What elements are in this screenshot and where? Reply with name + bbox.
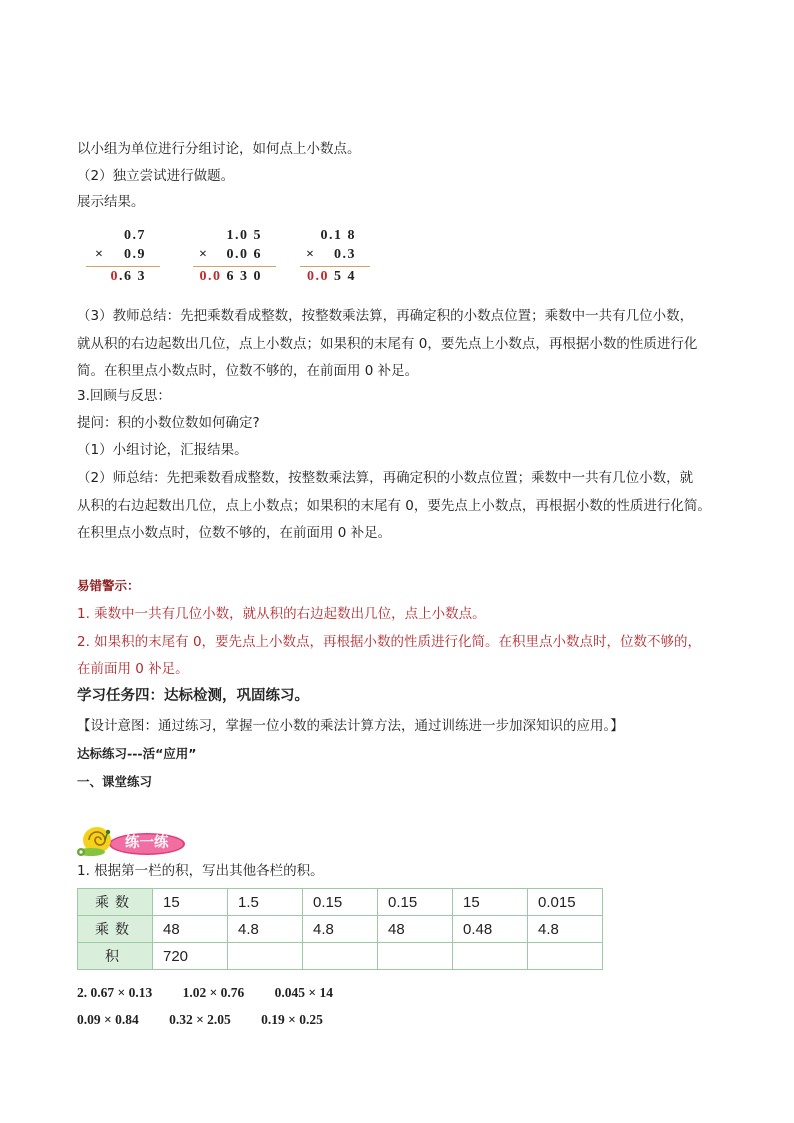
calc-bottom: 0.9 bbox=[124, 247, 146, 262]
calc-bottom: 0.0 6 bbox=[226, 247, 262, 262]
table-cell bbox=[303, 943, 378, 970]
paragraph: 简。在积里点小数点时，位数不够的，在前面用 0 补足。 bbox=[77, 363, 419, 379]
row-label: 乘数 bbox=[78, 889, 153, 916]
table-cell: 15 bbox=[453, 889, 528, 916]
paragraph: （2）师总结：先把乘数看成整数，按整数乘法算，再确定积的小数点位置；乘数中一共有几位小数，就 bbox=[77, 470, 694, 486]
paragraph: 3.回顾与反思： bbox=[77, 388, 171, 404]
calculation-1 bbox=[86, 228, 160, 288]
calc-result: 0.0 5 4 bbox=[307, 269, 356, 284]
table-cell bbox=[228, 943, 303, 970]
table-cell: 48 bbox=[378, 916, 453, 943]
table-row bbox=[78, 889, 603, 916]
table-cell: 0.48 bbox=[453, 916, 528, 943]
calc-bottom: 0.3 bbox=[334, 247, 356, 262]
calc-rule bbox=[86, 266, 160, 267]
calc-top: 0.7 bbox=[124, 228, 146, 243]
practice-banner bbox=[77, 822, 187, 858]
subsection-heading: 一、课堂练习 bbox=[77, 774, 153, 789]
section-heading: 学习任务四：达标检测，巩固练习。 bbox=[77, 688, 309, 704]
table-cell: 15 bbox=[153, 889, 228, 916]
row-label: 积 bbox=[78, 943, 153, 970]
table-cell: 720 bbox=[153, 943, 228, 970]
table-cell: 0.15 bbox=[378, 889, 453, 916]
table-row bbox=[78, 943, 603, 970]
table-cell bbox=[378, 943, 453, 970]
table-cell: 0.015 bbox=[528, 889, 603, 916]
table-cell bbox=[528, 943, 603, 970]
paragraph: 以小组为单位进行分组讨论，如何点上小数点。 bbox=[77, 141, 361, 157]
warning-title: 易错警示： bbox=[77, 578, 140, 593]
paragraph: 从积的右边起数出几位，点上小数点；如果积的末尾有 0，要先点上小数点，再根据小数的性质进行化简。 bbox=[77, 498, 711, 514]
calc-operator: × bbox=[199, 247, 209, 262]
calc-operator: × bbox=[95, 247, 105, 262]
table-row bbox=[78, 916, 603, 943]
paragraph: （1）小组讨论，汇报结果。 bbox=[77, 442, 248, 458]
exercise-line: 2. 0.67 × 0.13 1.02 × 0.76 0.045 × 14 bbox=[77, 985, 333, 1000]
calc-rule bbox=[300, 266, 370, 267]
calc-rule bbox=[193, 266, 276, 267]
table-cell: 1.5 bbox=[228, 889, 303, 916]
table-cell: 4.8 bbox=[228, 916, 303, 943]
warning-item: 1. 乘数中一共有几位小数，就从积的右边起数出几位，点上小数点。 bbox=[77, 606, 486, 622]
calc-operator: × bbox=[306, 247, 316, 262]
banner-label: 练一练 bbox=[125, 835, 169, 851]
table-cell bbox=[453, 943, 528, 970]
product-table bbox=[77, 888, 603, 970]
calc-result: 0.0 6 3 0 bbox=[199, 269, 262, 284]
paragraph: （3）教师总结：先把乘数看成整数，按整数乘法算，再确定积的小数点位置；乘数中一共有几位小数， bbox=[77, 308, 694, 324]
practice-title: 达标练习---活“应用” bbox=[77, 746, 197, 761]
calc-top: 0.1 8 bbox=[320, 228, 356, 243]
paragraph: 展示结果。 bbox=[77, 194, 145, 210]
exercise-line: 0.09 × 0.84 0.32 × 2.05 0.19 × 0.25 bbox=[77, 1012, 323, 1027]
paragraph: 提问：积的小数位数如何确定? bbox=[77, 415, 260, 431]
calc-result: 0.6 3 bbox=[110, 269, 146, 284]
paragraph: 在积里点小数点时，位数不够的，在前面用 0 补足。 bbox=[77, 525, 392, 541]
design-intent: 【设计意图：通过练习，掌握一位小数的乘法计算方法，通过训练进一步加深知识的应用。】 bbox=[77, 718, 624, 734]
paragraph: （2）独立尝试进行做题。 bbox=[77, 168, 235, 184]
calc-top: 1.0 5 bbox=[226, 228, 262, 243]
question: 1. 根据第一栏的积，写出其他各栏的积。 bbox=[77, 863, 324, 879]
table-cell: 4.8 bbox=[528, 916, 603, 943]
calculation-3 bbox=[300, 228, 370, 288]
paragraph: 就从积的右边起数出几位，点上小数点；如果积的末尾有 0，要先点上小数点，再根据小数的性质进行化 bbox=[77, 336, 698, 352]
row-label: 乘数 bbox=[78, 916, 153, 943]
warning-item: 在前面用 0 补足。 bbox=[77, 661, 189, 677]
warning-item: 2. 如果积的末尾有 0，要先点上小数点，再根据小数的性质进行化简。在积里点小数点时，位数不够的， bbox=[77, 634, 702, 650]
table-cell: 4.8 bbox=[303, 916, 378, 943]
table-cell: 48 bbox=[153, 916, 228, 943]
calculation-2 bbox=[193, 228, 276, 288]
table-cell: 0.15 bbox=[303, 889, 378, 916]
